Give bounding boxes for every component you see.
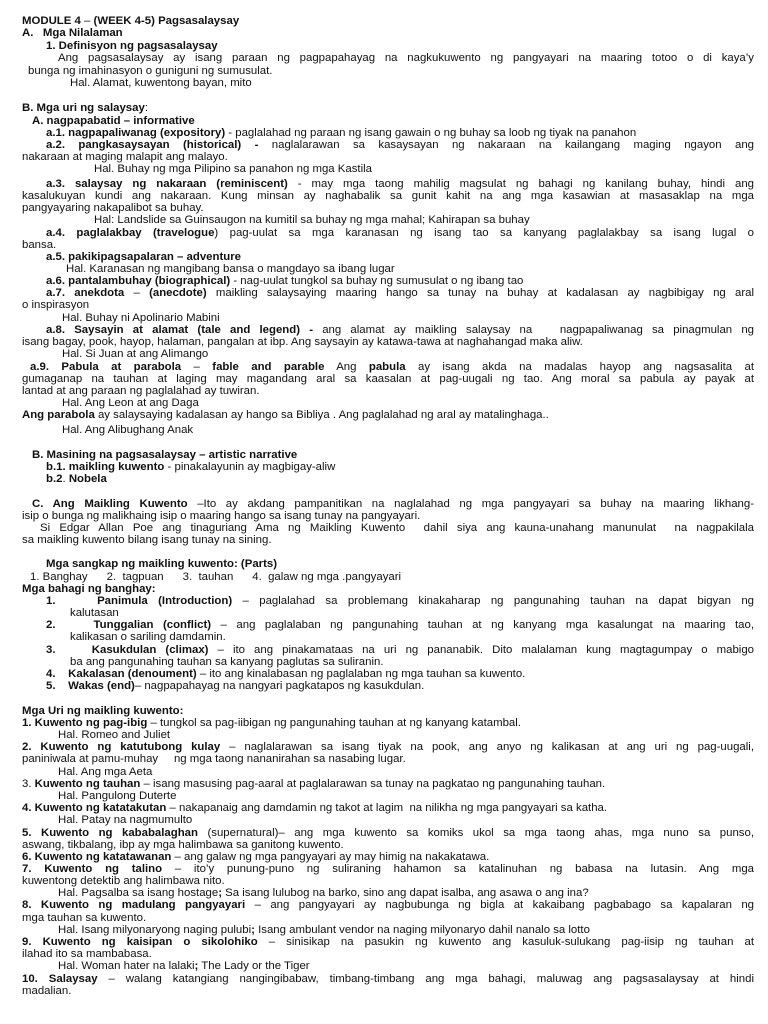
text-line: b.1. maikling kuwento - pinakalayunin ay magbigay-aliw <box>46 462 336 473</box>
text-line: a.9. Pabula at parabola – fable and parable Ang pabula ay isang akda na madalas hayop ang nagsasalita at <box>30 362 754 373</box>
text-line: mga tauhan sa kuwento. <box>22 913 147 924</box>
text-line: sa maikling kuwento bilang isang tunay na sining. <box>22 535 272 546</box>
text-line: Hal: Landslide sa Guinsaugon na kumitil sa buhay ng mga mahal; Kahirapan sa buhay <box>94 215 530 226</box>
text-line: Mga bahagi ng banghay: <box>22 584 156 595</box>
text-line: a.5. pakikipagsapalaran – adventure <box>46 252 241 263</box>
text-line: 7. Kuwento ng talino – ito’y punung-puno ng suliraning hahamon sa katalinuhan ng babasa na lutasin. Ang mga <box>22 864 754 875</box>
text-line: 3. Kasukdulan (climax) – ito ang pinakamataas na uri ng pananabik. Dito malalaman kung magtagumpay o mabigo <box>46 645 754 656</box>
text-line: Hal. Ang mga Aeta <box>58 767 153 778</box>
text-line: kuwentong detektib ang halimbawa nito. <box>22 876 225 887</box>
text-line: 4. Kuwento ng katatakutan – nakapanaig ang damdamin ng takot at lagim na nilikha ng mga pangyayari sa katha. <box>22 803 608 814</box>
text-line: lantad at ang paraan ng paglalahad ay tuwiran. <box>22 386 260 397</box>
text-line: kalikasan o sariling damdamin. <box>70 632 226 643</box>
text-line: Hal. Si Juan at ang Alimango <box>62 349 209 360</box>
text-line: Hal. Woman hater na lalaki; The Lady or the Tiger <box>58 961 310 972</box>
text-line: B. Masining na pagsasalaysay – artistic narrative <box>32 450 298 461</box>
text-line: Ang parabola ay salaysaying kadalasan ay hango sa Bibliya . Ang paglalahad ng aral ay matalinghaga.. <box>22 410 549 421</box>
text-line: 2. Tunggalian (conflict) – ang paglalaban ng pangunahing tauhan at ng kanyang mga kasalungat na maaring tao, <box>46 620 754 631</box>
text-line: 1. Definisyon ng pagsasalaysay <box>46 41 218 52</box>
text-line: Mga Uri ng maikling kuwento: <box>22 706 184 717</box>
text-line: Hal. Alamat, kuwentong bayan, mito <box>70 78 252 89</box>
text-line: C. Ang Maikling Kuwento –Ito ay akdang pampanitikan na naglalahad ng mga pangyayari sa buhay na maaring likhang- <box>32 499 754 510</box>
text-line: isang bagay, pook, hayop, halaman, pangalan at ibp. Ang saysayin ay katawa-tawa at naghahangad maka aliw. <box>22 337 583 348</box>
text-line: kalutasan <box>70 608 119 619</box>
text-line: Hal. Pangulong Duterte <box>58 791 177 802</box>
text-line: Hal. Patay na nagmumulto <box>58 815 193 826</box>
text-line: gumaganap na tauhan at laging may magandang aral sa kaasalan at pag-uugali ng tao. Ang moral sa pabula ay payak at <box>22 374 754 385</box>
text-line: Hal. Romeo and Juliet <box>58 730 171 741</box>
text-line: bunga ng imahinasyon o guniguni ng sumusulat. <box>28 66 273 77</box>
text-line: B. Mga uri ng salaysay: <box>22 103 148 114</box>
text-line: 9. Kuwento ng kaisipan o sikolohiko – sinisikap na pasukin ng kuwento ang kasuluk-sulukang pag-iisip ng tauhan at <box>22 937 754 948</box>
text-line: A. nagpapabatid – informative <box>32 116 195 127</box>
text-line: Hal. Buhay ng mga Pilipino sa panahon ng mga Kastila <box>94 164 372 175</box>
text-line: Hal. Ang Alibughang Anak <box>62 425 194 436</box>
text-line: Hal. Karanasan ng mangibang bansa o mangdayo sa ibang lugar <box>66 264 395 275</box>
text-line: 8. Kuwento ng madulang pangyayari – ang pangyayari ay nagbubunga ng bigla at kakaibang pagbabago sa kapalaran ng <box>22 900 754 911</box>
text-line: a.1. nagpapaliwanag (expository) - paglalahad ng paraan ng isang gawain o ng buhay sa loob ng tiyak na panahon <box>46 128 637 139</box>
text-line: isip o bunga ng malikhaing isip o maaring hango sa isang tunay na pangyayari. <box>22 511 421 522</box>
text-line: Hal. Buhay ni Apolinario Mabini <box>62 313 220 324</box>
text-line: madalian. <box>22 986 72 997</box>
text-line: 3. Kuwento ng tauhan – isang masusing pag-aaral at paglalarawan sa tunay na pagkatao ng pangunahing tauhan. <box>22 779 606 790</box>
text-line: nakaraan at maging malapit ang malayo. <box>22 152 228 163</box>
text-line: MODULE 4 – (WEEK 4-5) Pagsasalaysay <box>22 16 240 27</box>
text-line: a.6. pantalambuhay (biographical) - nag-uulat tungkol sa buhay ng sumusulat o ng ibang tao <box>46 276 524 287</box>
text-line: paniniwala at pamu-muhay ng mga taong nananirahan sa nasabing lugar. <box>22 754 406 765</box>
text-line: Si Edgar Allan Poe ang tinaguriang Ama ng Maikling Kuwento dahil siya ang kauna-unahang manunulat na nagpakilala <box>40 523 754 534</box>
text-line: Hal. Isang milyonaryong naging pulubi; Isang ambulant vendor na naging milyonaryo dahil nanalo sa lotto <box>58 925 590 936</box>
text-line: 5. Kuwento ng kababalaghan (supernatural)– ang mga kuwento sa komiks ukol sa mga taong ahas, mga nuno sa punso, <box>22 828 754 839</box>
text-line: a.7. anekdota – (anecdote) maikling salaysaying maaring hango sa tunay na buhay at kadalasan ay nagbibigay ng aral <box>46 288 754 299</box>
text-line: 6. Kuwento ng katatawanan – ang galaw ng mga pangyayari ay may himig na nakakatawa. <box>22 852 490 863</box>
text-line: kasalukuyan kundi ang nakaraan. Kung minsan ay naghabalik sa gunit kahit na ang mga kasawian at masasaklap na mga <box>22 191 754 202</box>
text-line: 4. Kakalasan (denoument) – ito ang kinalabasan ng paglalaban ng mga tauhan sa kuwento. <box>46 669 526 680</box>
text-line: A. Mga Nilalaman <box>22 28 123 39</box>
text-line: bansa. <box>22 240 57 251</box>
text-line: Hal. Pagsalba sa isang hostage; Sa isang lulubog na barko, sino ang dapat isalba, ang asawa o ang ina? <box>58 888 589 899</box>
text-line: a.8. Saysayin at alamat (tale and legend) - ang alamat ay maikling salaysay na nagpapaliwanag sa pinagmulan ng <box>46 325 754 336</box>
text-line: ilahad ito sa mambabasa. <box>22 949 152 960</box>
text-line: 10. Salaysay – walang katangiang nangingibabaw, timbang-timbang ang mga bahagi, maluwag ang pagsasalaysay at hindi <box>22 974 754 985</box>
text-line: Mga sangkap ng maikling kuwento: (Parts) <box>46 559 278 570</box>
text-line: o inspirasyon <box>22 300 90 311</box>
text-line: Ang pagsasalaysay ay isang paraan ng pagpapahayag na nagkukuwento ng pangyayari na maaring totoo o di kaya’y <box>58 53 754 64</box>
text-line: a.3. salaysay ng nakaraan (reminiscent) - may mga taong mahilig magsulat ng bahagi ng kanilang buhay, hindi ang <box>46 179 754 190</box>
text-line: b.2. Nobela <box>46 474 107 485</box>
text-line: a.2. pangkasaysayan (historical) - naglalarawan sa kasaysayan ng nakaraan na kailangang maging ngayon ang <box>46 140 754 151</box>
text-line: 1. Banghay 2. tagpuan 3. tauhan 4. galaw ng mga .pangyayari <box>30 572 402 583</box>
text-line: aswang, tikbalang, ibp ay mga halimbawa sa ganitong kuwento. <box>22 840 344 851</box>
text-line: 1. Kuwento ng pag-ibig – tungkol sa pag-iibigan ng pangunahing tauhan at ng kanyang katambal. <box>22 718 521 729</box>
text-line: 5. Wakas (end)– nagpapahayag na nangyari pagkatapos ng kasukdulan. <box>46 681 425 692</box>
text-line: 1. Panimula (Introduction) – paglalahad sa problemang kinakaharap ng pangunahing tauhan na dapat bigyan ng <box>46 596 754 607</box>
text-line: pangyayaring nakapalibot sa buhay. <box>22 203 204 214</box>
text-line: a.4. paglalakbay (travelogue) pag-uulat sa mga karanasan ng isang tao sa kanyang paglalakbay sa isang lugal o <box>46 228 754 239</box>
text-line: Hal. Ang Leon at ang Daga <box>62 398 199 409</box>
text-line: ba ang pangunahing tauhan sa kanyang paglutas sa suliranin. <box>70 657 384 668</box>
text-line: 2. Kuwento ng katutubong kulay – naglalarawan sa isang tiyak na pook, ang anyo ng kalikasan at ang uri ng pag-uugali, <box>22 742 754 753</box>
